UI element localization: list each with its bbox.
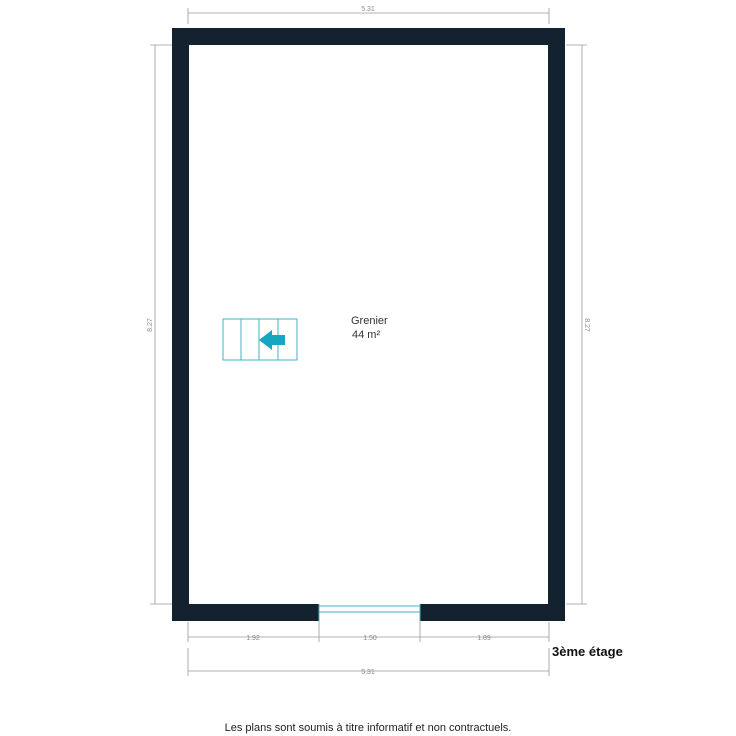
dimension-top-width: 5.31 [361, 6, 375, 13]
wall-left [172, 28, 189, 621]
dimension-segment-middle: 1.50 [363, 635, 377, 642]
room-area: 44 m² [352, 329, 381, 341]
wall-bottom-right [420, 604, 565, 621]
floor-label: 3ème étage [552, 644, 623, 659]
dimension-segment-right: 1.89 [477, 635, 491, 642]
wall-right [548, 28, 565, 621]
wall-bottom-left [172, 604, 319, 621]
dimension-right-height: 8.27 [583, 318, 590, 332]
dimension-left-height: 8.27 [147, 318, 154, 332]
wall-top [172, 28, 565, 45]
dimension-bottom-width: 5.31 [361, 669, 375, 676]
dimension-lines [150, 8, 587, 676]
room-name: Grenier [351, 315, 388, 327]
disclaimer-text: Les plans sont soumis à titre informatif et non contractuels. [224, 722, 512, 734]
dimension-segment-left: 1.92 [246, 635, 260, 642]
stairs-arrow-icon [259, 330, 285, 350]
window [319, 604, 420, 621]
